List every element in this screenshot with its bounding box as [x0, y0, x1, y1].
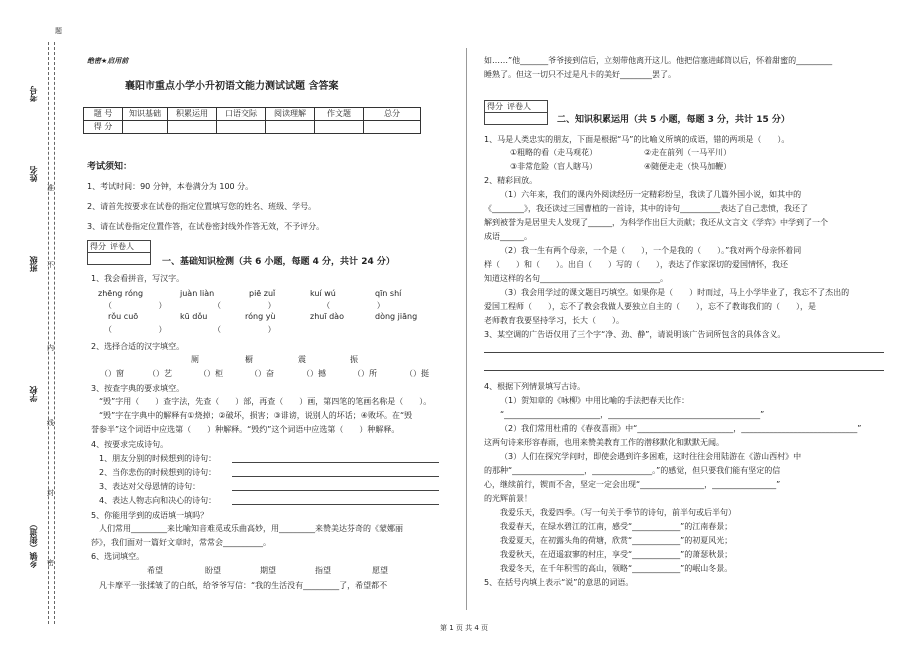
- answer-line[interactable]: [232, 462, 439, 463]
- pinyin: zhuī dào: [310, 312, 344, 321]
- answer-line[interactable]: [232, 504, 439, 505]
- q5-line: 莎》，我们面对一篇好文章时，常常会__________。: [91, 538, 271, 547]
- answer-line[interactable]: [232, 490, 439, 491]
- margin-label-xiangzhen: 乡镇（街道）: [29, 520, 38, 568]
- r4-line: “________________________，______________________________________”: [500, 410, 765, 419]
- r2-line: （1）六年来，我们的课内外阅读经历一定精彩纷呈，我读了几篇外国小说，如其中的: [500, 190, 802, 199]
- margin-note-zhun: 准: [47, 184, 54, 192]
- section2-title: 二、知识积累运用（共 5 小题，每题 3 分，共计 15 分）: [557, 115, 790, 125]
- grader-reviewer-label: 评卷人: [110, 241, 134, 251]
- answer-line[interactable]: [484, 352, 884, 353]
- word-option: 愿望: [372, 566, 388, 575]
- r4-line: 我爱秋天，在迢遥寂寥的村庄，享受“____________”的萧瑟秋景；: [500, 550, 733, 559]
- r4-line: （2）我们常用杜甫的《春夜喜雨》中“________________________，_____________________________”: [500, 424, 862, 433]
- answer-parens: （ ） （ ）: [104, 325, 276, 334]
- page-title: 襄阳市重点小学小升初语文能力测试试题 含答案: [125, 81, 339, 92]
- q3-line: “毁”字在字典中的解释有①烧掉；②破坏，损害；③诽谤，说别人的坏话；④败坏。在“毁: [99, 411, 413, 420]
- q4-line: 2、当你悲伤的时候想到的诗句：: [99, 468, 217, 477]
- seal-line-outer: [48, 42, 49, 624]
- margin-note-feng: 封: [47, 489, 54, 497]
- q6-text: 6、选词填空。: [91, 552, 145, 561]
- r2-line: 样（ ）和（ ）。出自（ ）写的（ ），表达了作家深切的爱国情怀，我还: [484, 260, 788, 269]
- score-cell[interactable]: [364, 121, 421, 134]
- grader-score-label: 得分: [90, 241, 106, 251]
- q4-line: 4、表达人物志向和决心的诗句：: [99, 496, 217, 505]
- r4-line: 我爱夏天，在初露头角的荷塘，欣赏“____________”的初夏风光；: [500, 536, 733, 545]
- q5-line: 人们常用_________来比喻知音难觅或乐曲高妙，用_________来赞美达芬奇的《蒙娜丽: [99, 524, 403, 533]
- char-option: 橱: [245, 355, 253, 364]
- r2-line: 《________》，我还读过三国曹植的一首诗，其中的诗句__________表达了自己悲愤，我还了: [484, 204, 808, 213]
- r1-option: ①粗略的看（走马观花）: [510, 148, 598, 157]
- r4-line: 这两句诗来形容春雨，也用来赞美教育工作的潜移默化和默默无闻。: [484, 438, 724, 447]
- char-fill: （）所: [353, 369, 377, 378]
- r1-option: ④随便走走（快马加鞭）: [644, 162, 732, 171]
- grader-box: [87, 240, 151, 265]
- margin-note-xian: 线: [47, 419, 54, 427]
- page-footer: 第 1 页 共 4 页: [440, 624, 489, 632]
- q6-continued: 睡熟了。但这一切只不过是凡卡的美好________罢了。: [484, 70, 676, 79]
- pinyin: kū dǒu: [180, 312, 208, 321]
- q6-line: 凡卡摩平一张揉皱了的白纸，给爷爷写信：“我的生活没有_________了，希望都不: [99, 581, 388, 590]
- margin-note-bu: 不: [47, 261, 54, 269]
- pinyin: qīn shí: [375, 289, 402, 298]
- r4-line: 心，继续前行，锲而不舍，坚定一定会出现“________________，________________”: [484, 480, 781, 489]
- r2-line: （3）我会用学过的课文题目巧填空。如果你是（ ）时而过，马上小学毕业了，我忘不了杰出的: [500, 288, 850, 297]
- score-table: [83, 107, 421, 134]
- secret-tag: 绝密★启用前: [87, 57, 129, 65]
- notice-item: 3、请在试卷指定位置作答，在试卷密封线外作答无效，不予评分。: [87, 222, 325, 231]
- score-cell[interactable]: [168, 121, 217, 134]
- score-row-label: 得 分: [84, 121, 123, 134]
- margin-label-banji: 班级: [29, 256, 38, 272]
- answer-line[interactable]: [232, 476, 439, 477]
- q3-line: 誉参半”这个词语中应选第（ ）种解释。“毁约”这个词语中应选第（ ）种解释。: [91, 425, 400, 434]
- score-header: 总分: [364, 108, 421, 121]
- q4-line: 1、朋友分别的时候想到的诗句：: [99, 454, 217, 463]
- q3-line: “毁”字用（ ）查字法，先查（ ）部，再查（ ）画，第四笔的笔画名称是（ ）。: [99, 397, 432, 406]
- r1-option: ③非常危险（盲人瞎马）: [510, 162, 598, 171]
- margin-label-xingming: 姓名: [29, 166, 38, 182]
- pinyin: piē zuǐ: [249, 289, 276, 298]
- r2-line: （2）我一生有两个母亲，一个是（ ），一个是我的（ ）。”我对两个母亲怀着同: [500, 246, 802, 255]
- score-header: 知识基础: [123, 108, 168, 121]
- margin-note-ti: 题: [55, 27, 62, 35]
- r2-line: 老师教育我要坚持学习，长大（ ）。: [484, 316, 624, 325]
- pinyin: rǒu cuō: [108, 312, 139, 321]
- r4-line: 我爱冬天，在千年积雪的高山，领略“____________”的岷山冬景。: [500, 564, 733, 573]
- q3-text: 3、按查字典的要求填空。: [91, 384, 185, 393]
- r4-line: 我爱春天，在绿水碧江的江南，感受“____________”的江南春景；: [500, 522, 733, 531]
- q2-text: 2、选择合适的汉字填空。: [91, 342, 185, 351]
- char-fill: （）撼: [302, 369, 326, 378]
- r4-line: 我爱乐天，我爱四季。（写一句关于季节的诗句，前半句或后半句）: [500, 508, 736, 517]
- score-header: 积累运用: [168, 108, 217, 121]
- r2-line: 成语______。: [484, 232, 532, 241]
- word-option: 指望: [315, 566, 331, 575]
- word-option: 希望: [147, 566, 163, 575]
- r4-line: 的那种“__________________，_______________。”的感觉，但只要我们能有坚定的信: [484, 466, 781, 475]
- pinyin: zhēng róng: [98, 289, 144, 298]
- char-fill: （）奋: [250, 369, 274, 378]
- margin-label-kaohao: 考号: [29, 86, 38, 102]
- score-cell[interactable]: [266, 121, 315, 134]
- char-option: 振: [350, 355, 358, 364]
- margin-label-xuexiao: 学校: [29, 386, 38, 402]
- score-cell[interactable]: [315, 121, 364, 134]
- margin-note-nei: 内: [47, 344, 54, 352]
- score-header: 口语交际: [217, 108, 266, 121]
- score-cell[interactable]: [217, 121, 266, 134]
- grader-score-label: 得分: [487, 101, 503, 111]
- score-header: 阅读理解: [266, 108, 315, 121]
- word-option: 期望: [260, 566, 276, 575]
- r2-line: 知道这样的名句______________________________。: [484, 274, 668, 283]
- r4-line: （3）人们在探究学问时，即使会遇到许多困难，这时往往会用陆游在《游山西村》中: [500, 452, 802, 461]
- char-option: 震: [298, 355, 306, 364]
- pinyin: róng yù: [245, 312, 276, 321]
- char-option: 厕: [191, 355, 199, 364]
- grader-reviewer-label: 评卷人: [507, 101, 531, 111]
- q1-text: 1、我会看拼音，写汉字。: [91, 274, 185, 283]
- q6-continued: 如……”他_______爷爷接到信后，立刻带他离开这儿。他把信塞进邮筒以后，怀着甜蜜的_________: [484, 56, 833, 65]
- word-option: 盼望: [205, 566, 221, 575]
- pinyin: kuí wú: [310, 289, 336, 298]
- seal-line-inner: [54, 42, 55, 624]
- char-fill: （）挺: [405, 369, 429, 378]
- notice-item: 1、考试时间：90 分钟，本卷满分为 100 分。: [87, 182, 254, 191]
- notice-title: 考试须知：: [87, 162, 133, 172]
- score-cell[interactable]: [123, 121, 168, 134]
- r4-line: （1）贺知章的《咏柳》中用比喻的手法把春天比作：: [500, 396, 690, 405]
- column-divider: [466, 48, 467, 610]
- q4-line: 3、表达对父母恩情的诗句：: [99, 482, 201, 491]
- q4-text: 4、按要求完成诗句。: [91, 440, 169, 449]
- r2-text: 2、精彩回放。: [484, 176, 538, 185]
- score-header: 题 号: [84, 108, 123, 121]
- r3-text: 3、某空调的广告语仅用了三个字“净、劲、静”，请说明该广告词所包含的具体含义。: [484, 330, 786, 339]
- answer-line[interactable]: [484, 370, 884, 371]
- char-fill: （）柜: [199, 369, 223, 378]
- char-fill: （）艺: [148, 369, 172, 378]
- r1-text: 1、马是人类忠实的朋友，下面是根据“马”的比喻义所填的成语，错的两项是（ ）。: [484, 135, 790, 144]
- q5-text: 5、你能用学到的成语填一填吗？: [91, 511, 209, 520]
- r5-text: 5、在括号内填上表示“说”的意思的词语。: [484, 578, 634, 587]
- char-fill: （）窗: [100, 369, 124, 378]
- score-header: 作文题: [315, 108, 364, 121]
- pinyin: juàn liàn: [180, 289, 215, 298]
- margin-note-mi: 密: [47, 559, 54, 567]
- r2-line: 爱国工程师（ ），忘不了教会我做人要独立自主的（ ），忘不了教诲我们的（ ），是: [484, 302, 816, 311]
- r2-line: 解到被誉为是居里夫人发现了______，为科学作出巨大贡献；我还从文言文《学弈》中学到了一个: [484, 218, 828, 227]
- answer-parens: （ ） （ ） （ ）: [104, 301, 385, 310]
- section1-title: 一、基础知识检测（共 6 小题，每题 4 分，共计 24 分）: [162, 257, 395, 267]
- r1-option: ②走在前列（一马平川）: [644, 148, 732, 157]
- r4-line: 的光辉前景！: [484, 494, 532, 503]
- pinyin: dòng jiāng: [375, 312, 418, 321]
- r4-text: 4、根据下列情景填写古诗。: [484, 382, 586, 391]
- notice-item: 2、请首先按要求在试卷的指定位置填写您的姓名、班级、学号。: [87, 202, 317, 211]
- grader-box: [484, 100, 548, 125]
